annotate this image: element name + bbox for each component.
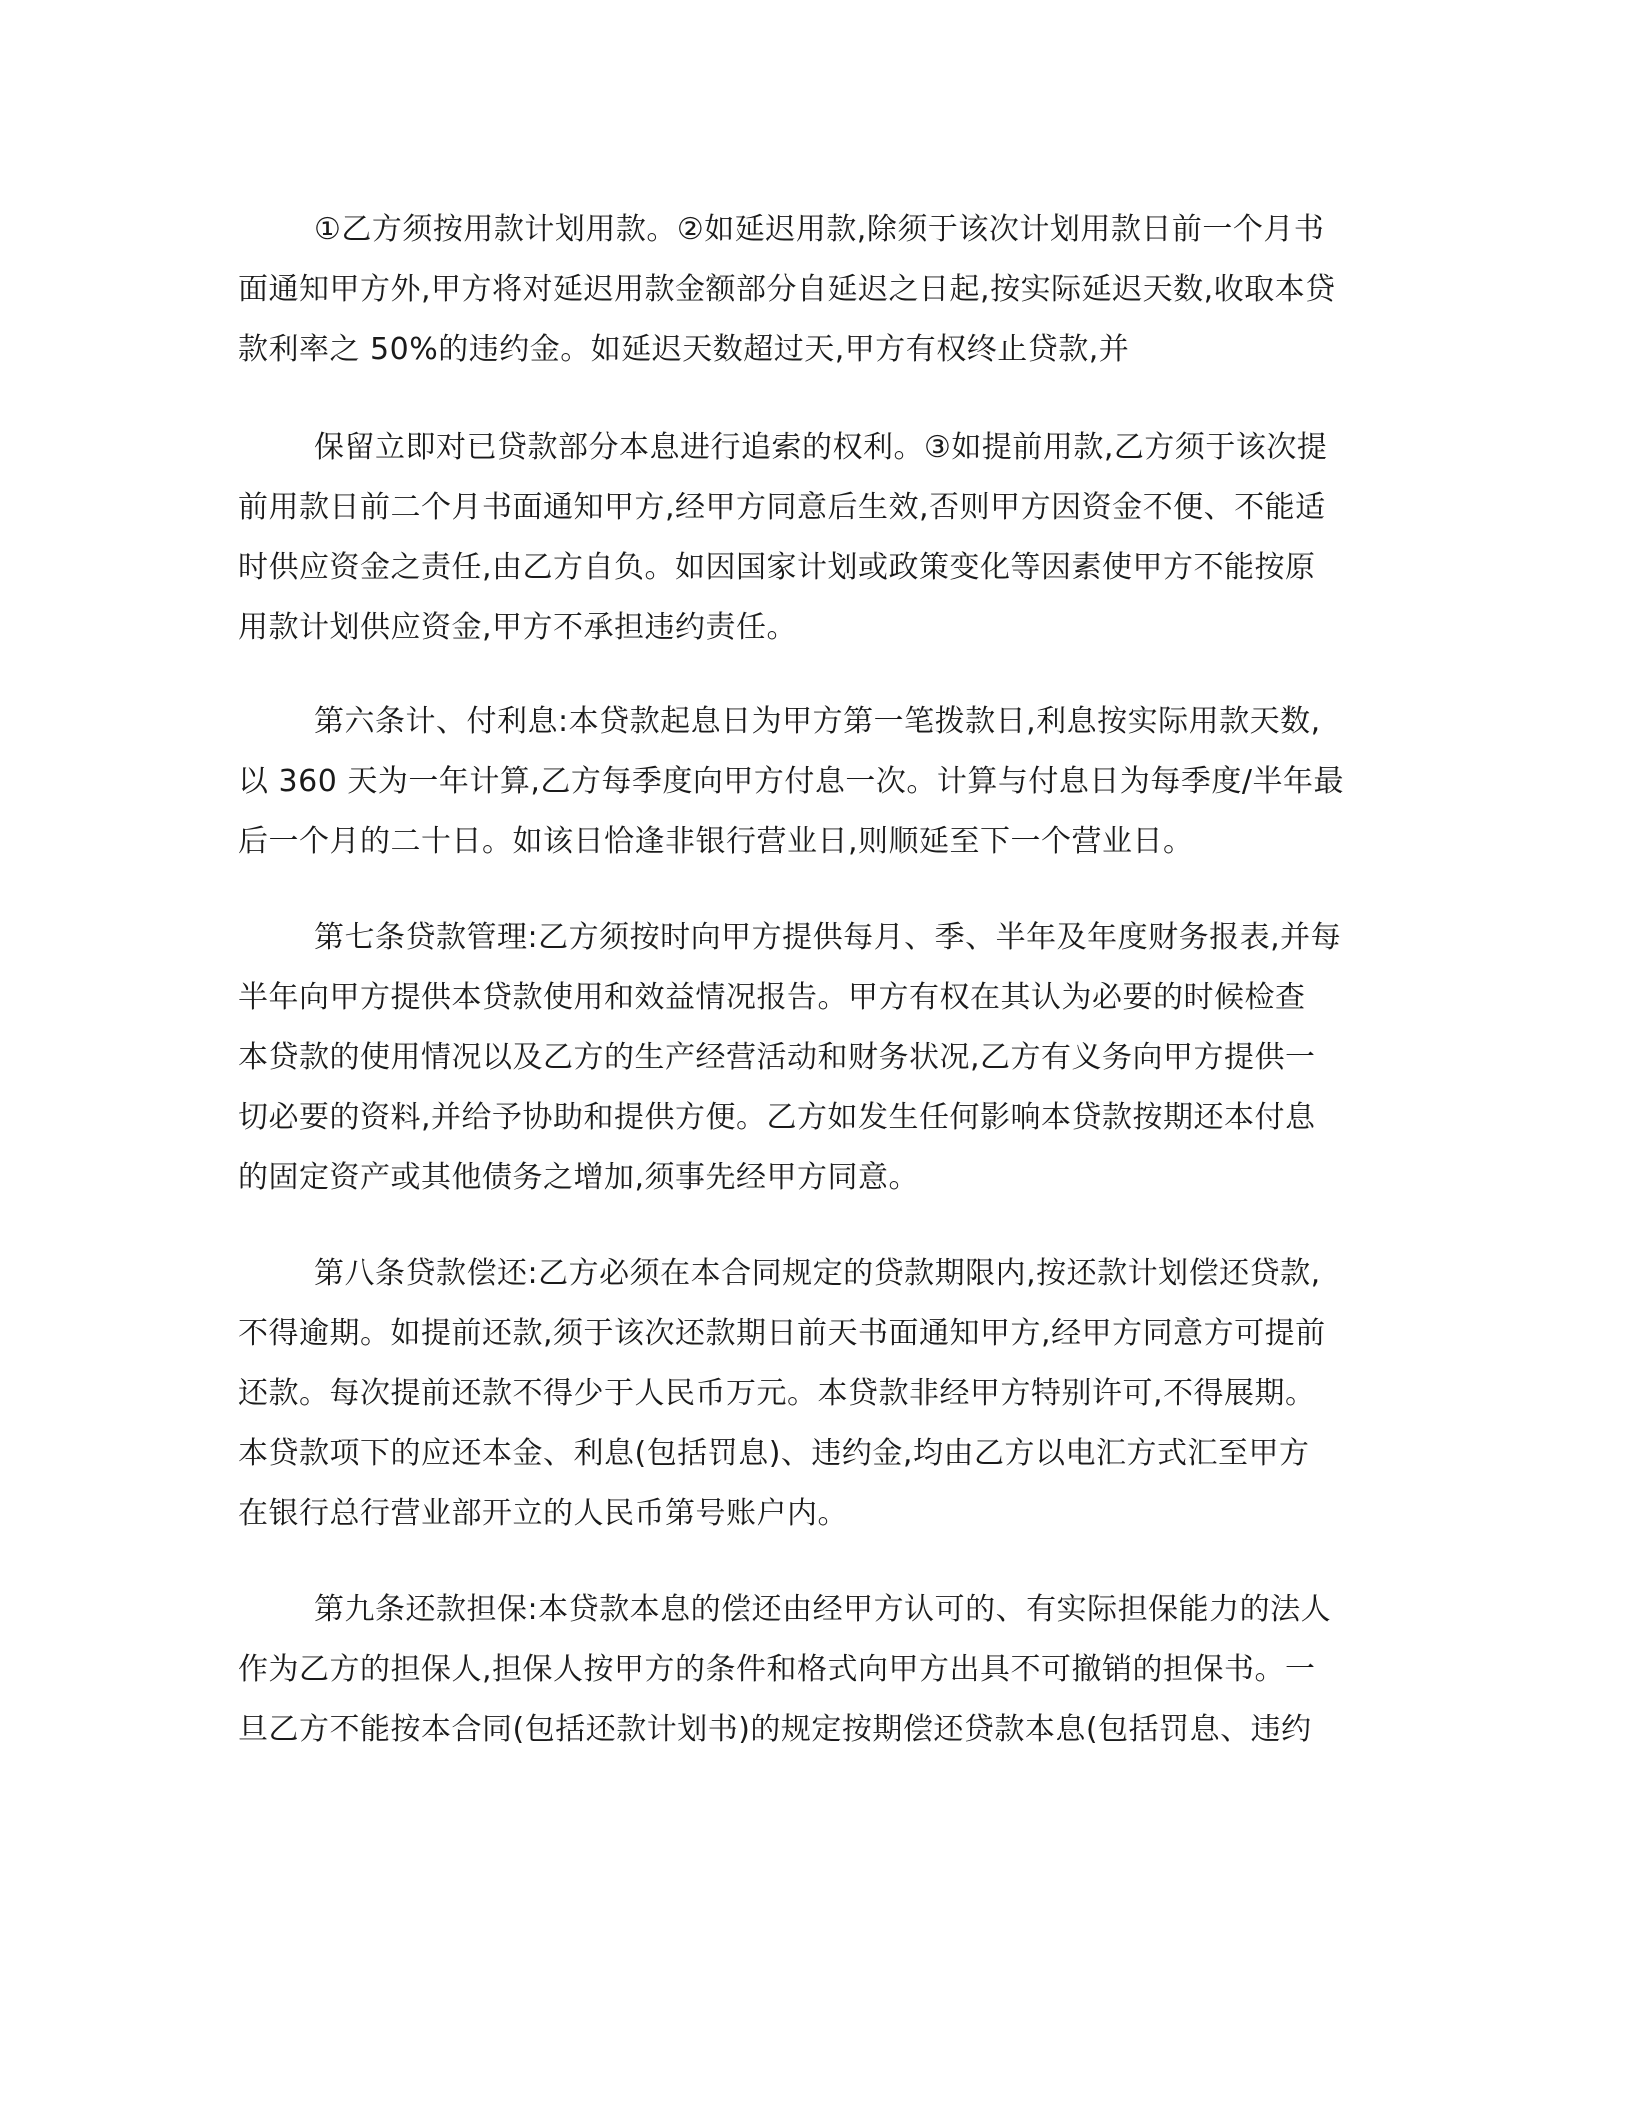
text-line: 用款计划供应资金,甲方不承担违约责任。 xyxy=(238,610,798,645)
text-line: 第七条贷款管理:乙方须按时向甲方提供每月、季、半年及年度财务报表,并每 xyxy=(314,920,1342,955)
text-line: 第六条计、付利息:本贷款起息日为甲方第一笔拨款日,利息按实际用款天数, xyxy=(314,704,1321,739)
text-line: 半年向甲方提供本贷款使用和效益情况报告。甲方有权在其认为必要的时候检查 xyxy=(238,980,1306,1015)
text-line: 以 360 天为一年计算,乙方每季度向甲方付息一次。计算与付息日为每季度/半年最 xyxy=(238,764,1344,799)
paragraph-article-7-management xyxy=(238,908,1388,1208)
text-line: 在银行总行营业部开立的人民币第号账户内。 xyxy=(238,1496,848,1531)
text-line: 还款。每次提前还款不得少于人民币万元。本贷款非经甲方特别许可,不得展期。 xyxy=(238,1376,1316,1411)
document-body xyxy=(238,200,1388,1796)
text-line: ①乙方须按用款计划用款。②如延迟用款,除须于该次计划用款日前一个月书 xyxy=(314,212,1325,247)
paragraph-loan-usage xyxy=(238,200,1388,380)
text-line: 旦乙方不能按本合同(包括还款计划书)的规定按期偿还贷款本息(包括罚息、违约 xyxy=(238,1712,1312,1747)
text-line: 本贷款项下的应还本金、利息(包括罚息)、违约金,均由乙方以电汇方式汇至甲方 xyxy=(238,1436,1310,1471)
text-line: 款利率之 50%的违约金。如延迟天数超过天,甲方有权终止贷款,并 xyxy=(238,332,1130,367)
text-line: 前用款日前二个月书面通知甲方,经甲方同意后生效,否则甲方因资金不便、不能适 xyxy=(238,490,1326,525)
text-line: 时供应资金之责任,由乙方自负。如因国家计划或政策变化等因素使甲方不能按原 xyxy=(238,550,1316,585)
text-line: 保留立即对已贷款部分本息进行追索的权利。③如提前用款,乙方须于该次提 xyxy=(314,430,1328,465)
paragraph-article-8-repayment xyxy=(238,1244,1388,1544)
text-line: 第九条还款担保:本贷款本息的偿还由经甲方认可的、有实际担保能力的法人 xyxy=(314,1592,1332,1627)
text-line: 切必要的资料,并给予协助和提供方便。乙方如发生任何影响本贷款按期还本付息 xyxy=(238,1100,1316,1135)
text-line: 面通知甲方外,甲方将对延迟用款金额部分自延迟之日起,按实际延迟天数,收取本贷 xyxy=(238,272,1336,307)
text-line: 后一个月的二十日。如该日恰逢非银行营业日,则顺延至下一个营业日。 xyxy=(238,824,1194,859)
text-line: 不得逾期。如提前还款,须于该次还款期日前天书面通知甲方,经甲方同意方可提前 xyxy=(238,1316,1326,1351)
paragraph-article-9-guarantee xyxy=(238,1580,1388,1760)
text-line: 的固定资产或其他债务之增加,须事先经甲方同意。 xyxy=(238,1160,920,1195)
text-line: 第八条贷款偿还:乙方必须在本合同规定的贷款期限内,按还款计划偿还贷款, xyxy=(314,1256,1321,1291)
text-line: 本贷款的使用情况以及乙方的生产经营活动和财务状况,乙方有义务向甲方提供一 xyxy=(238,1040,1316,1075)
text-line: 作为乙方的担保人,担保人按甲方的条件和格式向甲方出具不可撤销的担保书。一 xyxy=(238,1652,1316,1687)
paragraph-article-6-interest xyxy=(238,692,1388,872)
paragraph-early-usage xyxy=(238,418,1388,658)
